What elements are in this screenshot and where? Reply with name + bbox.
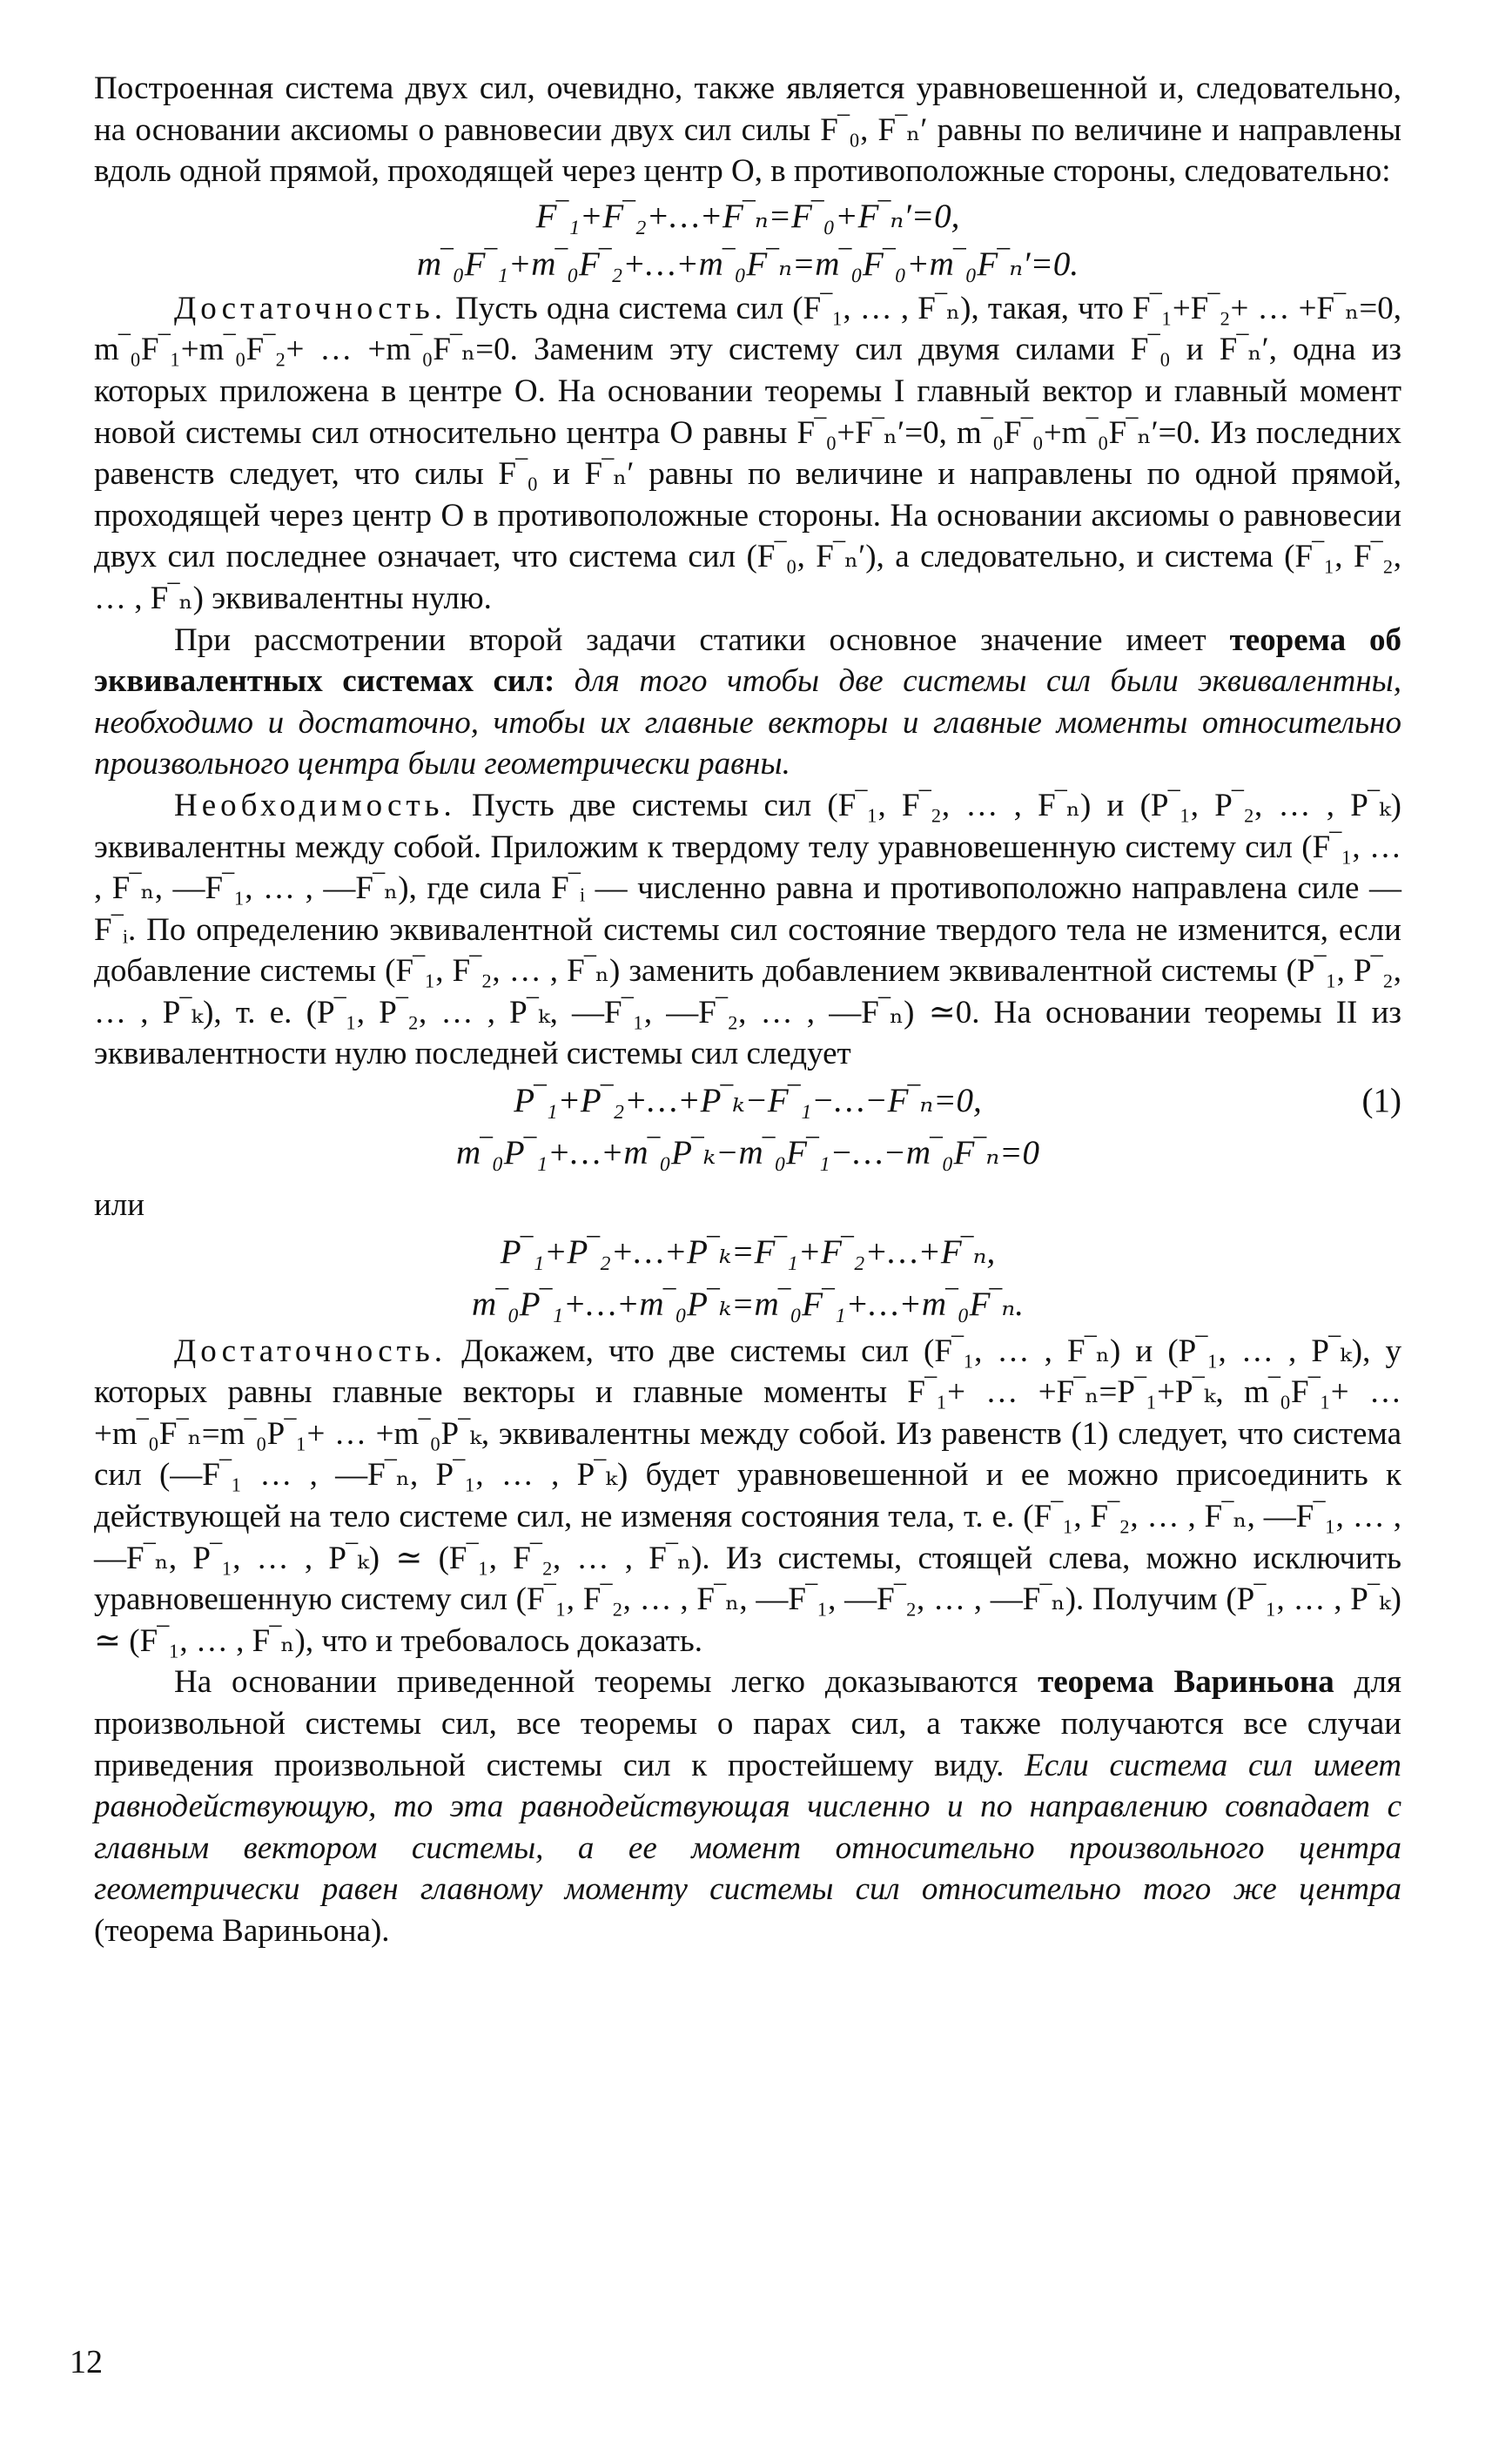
sufficiency-heading-1: Достаточность. (174, 290, 447, 326)
varignon-end: (теорема Вариньона). (94, 1912, 390, 1949)
paragraph-sufficiency-1 (94, 288, 1401, 620)
varignon-intro: На основании приведенной теоремы легко доказываются (174, 1664, 1038, 1701)
theorem-intro: При рассмотрении второй задачи статики основное значение имеет (174, 621, 1230, 658)
equation-1: F‾₁+F‾₂+…+F‾ₙ=F‾₀+F‾ₙ′=0, (535, 197, 960, 235)
equation-5: P‾₁+P‾₂+…+P‾ₖ=F‾₁+F‾₂+…+F‾ₙ, (500, 1232, 996, 1271)
or-word: или (94, 1187, 145, 1224)
necessity-text: Пусть две системы сил (F‾₁, F‾₂, … , F‾ₙ) и (P‾₁, P‾₂, … , P‾ₖ) эквивалентны между собой. Приложим к твердому телу уравновешенную систему сил (F‾₁, … , F‾ₙ, —F‾₁, … , —F‾ₙ), где сила F‾ᵢ — численно равна и противоположно направлена силе —F‾ᵢ. По определению эквивалентной системы сил состояние твердого тела не изменится, если добавление системы (F‾₁, F‾₂, … , F‾ₙ) заменить добавлением эквивалентной системы (P‾₁, P‾₂, … , P‾ₖ), т. е. (P‾₁, P‾₂, … , P‾ₖ, —F‾₁, —F‾₂, … , —F‾ₙ) ≃0. На основании теоремы II из эквивалентности нулю последней системы сил следует (94, 787, 1401, 1072)
paragraph-varignon (94, 1662, 1401, 1951)
paragraph-1: Построенная система двух сил, очевидно, также является уравновешенной и, следовательно, на основании аксиомы о равновесии двух сил силы F‾₀, F‾ₙ′ равны по величине и направлены вдоль одной прямой, проходящей через центр O, в противоположные стороны, следовательно: (94, 70, 1401, 190)
sufficiency-text-2: Докажем, что две системы сил (F‾₁, … , F‾ₙ) и (P‾₁, … , P‾ₖ), у которых равны главные векторы и главные моменты F‾₁+ … +F‾ₙ=P‾₁+P‾ₖ, m‾₀F‾₁+ … +m‾₀F‾ₙ=m‾₀P‾₁+ … +m‾₀P‾ₖ, эквивалентны между собой. Из равенств (1) следует, что система сил (—F‾₁ … , —F‾ₙ, P‾₁, … , P‾ₖ) будет уравновешенной и ее можно присоединить к действующей на тело системе сил, не изменяя состояния тела, т. е. (F‾₁, F‾₂, … , F‾ₙ, —F‾₁, … , —F‾ₙ, P‾₁, … , P‾ₖ) ≃ (F‾₁, F‾₂, … , F‾ₙ). Из системы, стоящей слева, можно исключить уравновешенную систему сил (F‾₁, F‾₂, … , F‾ₙ, —F‾₁, —F‾₂, … , —F‾ₙ). Получим (P‾₁, … , P‾ₖ) ≃ (F‾₁, … , F‾ₙ), что и требовалось доказать. (94, 1333, 1401, 1659)
necessity-heading: Необходимость. (174, 787, 456, 823)
equation-2: m‾₀F‾₁+m‾₀F‾₂+…+m‾₀F‾ₙ=m‾₀F‾₀+m‾₀F‾ₙ′=0. (416, 245, 1079, 283)
paragraph-necessity (94, 785, 1401, 1075)
equation-number: (1) (1361, 1082, 1401, 1120)
equation-6: m‾₀P‾₁+…+m‾₀P‾ₖ=m‾₀F‾₁+…+m‾₀F‾ₙ. (472, 1285, 1024, 1323)
paragraph-theorem (94, 620, 1401, 785)
theorem-statement: для того чтобы две системы сил были эквивалентны, необходимо и достаточно, чтобы их главные векторы и главные моменты относительно произвольного центра были геометрически равны. (94, 663, 1401, 782)
varignon-middle: для произвольной системы сил, все теоремы о парах сил, а также получаются все случаи приведения произвольной системы сил к простейшему виду. (94, 1664, 1401, 1783)
text-column (94, 68, 1401, 1952)
equation-3 (94, 1075, 1401, 1127)
varignon-title: теорема Вариньона (1038, 1664, 1334, 1701)
page-number: 12 (70, 2344, 103, 2380)
sufficiency-text-1: Пусть одна система сил (F‾₁, … , F‾ₙ), такая, что F‾₁+F‾₂+ … +F‾ₙ=0, m‾₀F‾₁+m‾₀F‾₂+ … +m‾₀F‾ₙ=0. Заменим эту систему сил двумя силами F‾₀ и F‾ₙ′, одна из которых приложена в центре O. На основании теоремы I главный вектор и главный момент новой системы сил относительно центра O равны F‾₀+F‾ₙ′=0, m‾₀F‾₀+m‾₀F‾ₙ′=0. Из последних равенств следует, что силы F‾₀ и F‾ₙ′ равны по величине и направлены по одной прямой, проходящей через центр O в противоположные стороны. На основании аксиомы о равновесии двух сил последнее означает, что система сил (F‾₀, F‾ₙ′), а следовательно, и система (F‾₁, F‾₂, … , F‾ₙ) эквивалентны нулю. (94, 290, 1401, 616)
equation-3-body: P‾₁+P‾₂+…+P‾ₖ−F‾₁−…−F‾ₙ=0, (514, 1082, 982, 1120)
sufficiency-heading-2: Достаточность. (174, 1333, 447, 1369)
varignon-statement: Если система сил имеет равнодействующую, то эта равнодействующая численно и по направлению совпадает с главным вектором системы, а ее момент относительно произвольного центра геометрически равен главному моменту системы сил относительно того же центра (94, 1747, 1401, 1908)
equation-4: m‾₀P‾₁+…+m‾₀P‾ₖ−m‾₀F‾₁−…−m‾₀F‾ₙ=0 (456, 1134, 1039, 1172)
theorem-title: теорема об эквивалентных системах сил: (94, 621, 1401, 700)
paragraph-sufficiency-2 (94, 1331, 1401, 1662)
